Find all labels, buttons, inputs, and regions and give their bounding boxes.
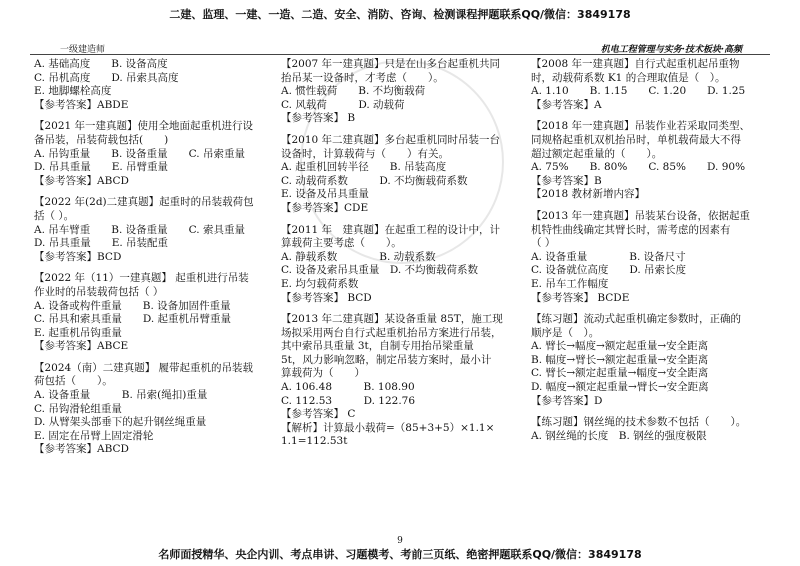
question-line: D. 吊具重量 E. 吊装配重 — [34, 237, 169, 250]
question-line: 荷包括（ ）。 — [34, 375, 113, 388]
question-block — [281, 224, 525, 306]
header-left: 一级建造师 — [60, 45, 106, 55]
header-right: 机电工程管理与实务·技术板块·高频 — [600, 45, 742, 55]
question-line: A. 起重机回转半径 B. 吊装高度 — [281, 161, 447, 174]
question-line: C. 吊钩滑轮组重量 — [34, 402, 122, 415]
question-line: 算载荷为（ ） — [281, 367, 365, 380]
question-line: 【2007 年一建真题】只是在山多台起重机共同 — [281, 58, 501, 70]
question-line: 抬吊某一设备时，才考虑（ ）。 — [281, 71, 444, 84]
question-line: A. 设备重量 B. 吊索(绳扣)重量 — [34, 389, 208, 402]
question-line: 【2022 年（11）一建真题】 起重机进行吊装 — [34, 272, 249, 285]
question-line: C. 设备及索吊具重量 D. 不均衡载荷系数 — [281, 264, 479, 277]
question-line: 【练习题】流动式起重机确定参数时，正确的 — [531, 313, 741, 326]
question-line: 【参考答案】ABCE — [34, 340, 129, 353]
question-line: 时，动载荷系数 K1 的合理取值是（ ）。 — [531, 71, 726, 84]
question-line: C. 吊机高度 D. 吊索具高度 — [34, 71, 179, 84]
question-line: C. 设备就位高度 D. 吊索长度 — [531, 264, 687, 277]
question-line: A. 惯性载荷 B. 不均衡载荷 — [281, 85, 426, 98]
question-line: 【参考答案】 BCDE — [531, 291, 630, 304]
column-middle — [281, 58, 525, 457]
page-number: 9 — [397, 536, 403, 546]
question-line: 作业时的吊装载荷包括（ ） — [34, 285, 164, 298]
question-line: 【2010 年二建真题】多台起重机同时吊装一台 — [281, 133, 501, 146]
question-line: 【练习题】钢丝绳的技术参数不包括（ ）。 — [531, 416, 747, 429]
question-line: A. 106.48 B. 108.90 — [281, 381, 415, 394]
question-block — [531, 313, 771, 408]
question-line: 场拟采用两台自行式起重机抬吊方案进行吊装， — [281, 326, 502, 339]
question-line: A. 钢丝绳的长度 B. 钢丝的强度极限 — [531, 429, 707, 442]
question-line: 【2011 年 建真题】在起重工程的设计中，计 — [281, 223, 501, 236]
question-block — [531, 210, 771, 305]
question-line: E. 起重机吊钩重量 — [34, 326, 122, 339]
question-line: A. 吊钩重量 B. 设备重量 C. 吊索重量 — [34, 147, 245, 160]
question-line: E. 固定在吊臂上固定滑轮 — [34, 429, 154, 442]
question-line: C. 臂长→额定起重量→幅度→安全距离 — [531, 367, 709, 380]
question-line: （ ） — [531, 237, 556, 250]
question-line: C. 吊具和索具重量 D. 起重机吊臂重量 — [34, 313, 232, 326]
question-line: 【参考答案】 BCD — [281, 291, 372, 304]
question-line: 【参考答案】ABCD — [34, 174, 129, 187]
question-line: 【参考答案】CDE — [281, 201, 369, 214]
question-line: 【2013 年一建真题】吊装某台设备，依据起重 — [531, 209, 751, 222]
question-line: 【参考答案】 B — [281, 112, 356, 125]
question-block — [34, 196, 274, 264]
question-line: 【2022 年(2d)二建真题】起重时的吊装载荷包 — [34, 196, 254, 209]
question-line: A. 基础高度 B. 设备高度 — [34, 58, 168, 70]
question-line: 【2018 教材新增内容】 — [531, 188, 646, 201]
question-block — [531, 120, 771, 202]
question-line: 【参考答案】A — [531, 98, 602, 111]
question-line: C. 风载荷 D. 动载荷 — [281, 98, 405, 111]
question-line: 设备时，计算载荷与（ ）有关。 — [281, 147, 449, 160]
question-line: 【2018 年一建真题】吊装作业若采取同类型、 — [531, 120, 751, 133]
header-rule — [30, 54, 770, 55]
bottom-banner: 名师面授精华、央企内训、考点串讲、习题模考、考前三页纸、绝密押题联系QQ/微信：3849178 — [158, 548, 642, 561]
question-line: B. 幅度→臂长→额定起重量→安全距离 — [531, 353, 709, 366]
question-line: D. 吊具重量 E. 吊臂重量 — [34, 161, 169, 174]
question-block — [281, 134, 525, 216]
question-line: 【参考答案】B — [531, 174, 602, 187]
question-block — [531, 58, 771, 112]
question-line: E. 设备及吊具重量 — [281, 188, 369, 201]
question-block — [34, 58, 274, 112]
question-block — [281, 313, 525, 449]
question-block — [34, 120, 274, 188]
question-line: 1.1=112.53t — [281, 435, 348, 448]
question-line: E. 吊车工作幅度 — [531, 277, 609, 290]
question-line: A. 设备或构件重量 B. 设备加固件重量 — [34, 299, 231, 312]
question-line: 超过额定起重量的（ ）。 — [531, 147, 663, 160]
question-block — [34, 362, 274, 457]
question-line: 【参考答案】D — [531, 394, 603, 407]
question-line: A. 1.10 B. 1.15 C. 1.20 D. 1.25 — [531, 85, 746, 98]
question-line: D. 从臂架头部垂下的起升钢丝绳重量 — [34, 416, 207, 429]
question-line: 5t，风力影响忽略，制定吊装方案时，最小计 — [281, 353, 492, 366]
question-line: A. 75% B. 80% C. 85% D. 90% — [531, 161, 746, 174]
question-line: 【2013 年二建真题】某设备重量 85T，施工现 — [281, 313, 503, 326]
question-line: 同规格起重机双机抬吊时，单机载荷最大不得 — [531, 133, 741, 146]
question-line: A. 臂长→幅度→额定起重量→安全距离 — [531, 340, 709, 353]
question-line: C. 112.53 D. 122.76 — [281, 394, 416, 407]
question-line: 算载荷主要考虑（ ）。 — [281, 237, 402, 250]
question-line: 备吊装，吊装荷载包括( ) — [34, 133, 169, 146]
question-block — [531, 416, 771, 443]
question-line: 【参考答案】 C — [281, 408, 356, 421]
question-line: 【解析】计算最小载荷=（85+3+5）×1.1× — [281, 421, 495, 434]
question-line: 顺序是（ ）。 — [531, 326, 600, 339]
question-line: 【参考答案】ABCD — [34, 443, 129, 456]
question-line: 其中索吊具重量 3t，自制专用抬吊梁重量 — [281, 340, 474, 353]
question-line: 【参考答案】BCD — [34, 250, 122, 263]
question-line: 【2024（南）二建真题】 履带起重机的吊装载 — [34, 361, 254, 374]
question-line: E. 均匀载荷系数 — [281, 277, 359, 290]
question-line: 括（ ）。 — [34, 209, 75, 222]
question-block — [281, 58, 525, 126]
question-line: 机特性曲线确定其臂长时，需考虑的因素有 — [531, 223, 731, 236]
question-line: 【2008 年一建真题】自行式起重机起吊重物 — [531, 58, 740, 70]
question-line: C. 动载荷系数 D. 不均衡载荷系数 — [281, 174, 468, 187]
question-line: A. 设备重量 B. 设备尺寸 — [531, 250, 686, 263]
question-line: 【2021 年一建真题】使用全地面起重机进行设 — [34, 120, 254, 133]
question-line: A. 吊车臂重 B. 设备重量 C. 索具重量 — [34, 223, 245, 236]
question-block — [34, 272, 274, 354]
top-banner: 二建、监理、一建、一造、二造、安全、消防、咨询、检测课程押题联系QQ/微信：3849178 — [169, 8, 631, 21]
column-left — [34, 58, 274, 465]
question-line: D. 幅度→额定起重量→臂长→安全距离 — [531, 381, 709, 394]
question-line: A. 静载系数 B. 动载系数 — [281, 250, 436, 263]
question-line: 【参考答案】ABDE — [34, 98, 129, 111]
column-right — [531, 58, 771, 451]
question-line: E. 地脚螺栓高度 — [34, 85, 112, 98]
